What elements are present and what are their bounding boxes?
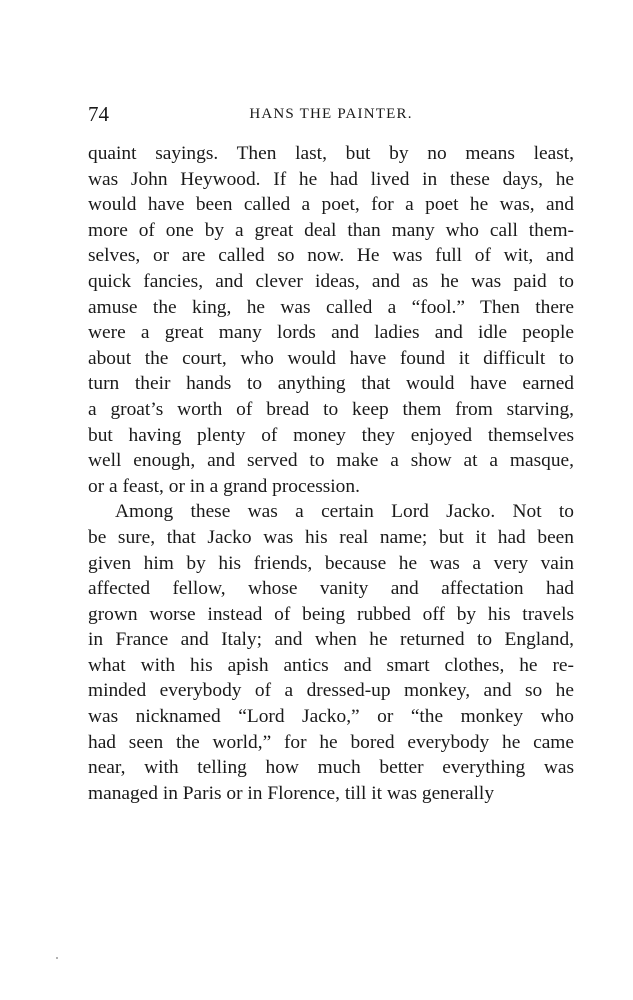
- text-line: quaint sayings. Then last, but by no means least,: [88, 143, 574, 164]
- text-line: affected fellow, whose vanity and affectation had: [88, 578, 574, 600]
- text-line: more of one by a great deal than many who call them-: [88, 219, 574, 241]
- text-line: minded everybody of a dressed-up monkey, and so he: [88, 680, 574, 702]
- text-line: given him by his friends, because he was a very vain: [88, 552, 574, 574]
- text-line: near, with telling how much better everything was: [88, 757, 574, 779]
- text-line: Among these was a certain Lord Jacko. Not to: [115, 501, 574, 523]
- page-number: 74: [88, 102, 109, 126]
- text-line: quick fancies, and clever ideas, and as he was paid to: [88, 270, 574, 292]
- text-line: about the court, who would have found it difficult to: [88, 347, 574, 369]
- text-line: would have been called a poet, for a poet he was, and: [88, 194, 574, 216]
- text-line: be sure, that Jacko was his real name; but it had been: [88, 526, 574, 548]
- text-line: were a great many lords and ladies and idle people: [88, 322, 574, 344]
- text-line: amuse the king, he was called a “fool.” Then there: [88, 296, 574, 318]
- paper-speck: [56, 957, 58, 959]
- text-line: turn their hands to anything that would have earned: [88, 373, 574, 395]
- text-line: or a feast, or in a grand procession.: [88, 475, 360, 497]
- running-title: HANS THE PAINTER.: [249, 106, 413, 122]
- text-line: was John Heywood. If he had lived in these days, he: [88, 168, 574, 190]
- text-line: selves, or are called so now. He was full of wit, and: [88, 245, 574, 267]
- text-line: had seen the world,” for he bored everybody he came: [88, 731, 574, 753]
- text-line: but having plenty of money they enjoyed themselves: [88, 424, 574, 446]
- text-line: was nicknamed “Lord Jacko,” or “the monkey who: [88, 706, 574, 728]
- text-line: what with his apish antics and smart clothes, he re-: [88, 654, 574, 676]
- text-line: in France and Italy; and when he returned to England,: [88, 629, 574, 651]
- text-line: managed in Paris or in Florence, till it was generally: [88, 782, 495, 804]
- page-header: [88, 101, 574, 127]
- text-line: a groat’s worth of bread to keep them from starving,: [88, 398, 574, 420]
- text-line: well enough, and served to make a show at a masque,: [88, 450, 574, 472]
- paragraph: [88, 499, 574, 806]
- body-text: [88, 141, 574, 806]
- paragraph: [88, 141, 574, 499]
- text-line: grown worse instead of being rubbed off by his travels: [88, 603, 574, 625]
